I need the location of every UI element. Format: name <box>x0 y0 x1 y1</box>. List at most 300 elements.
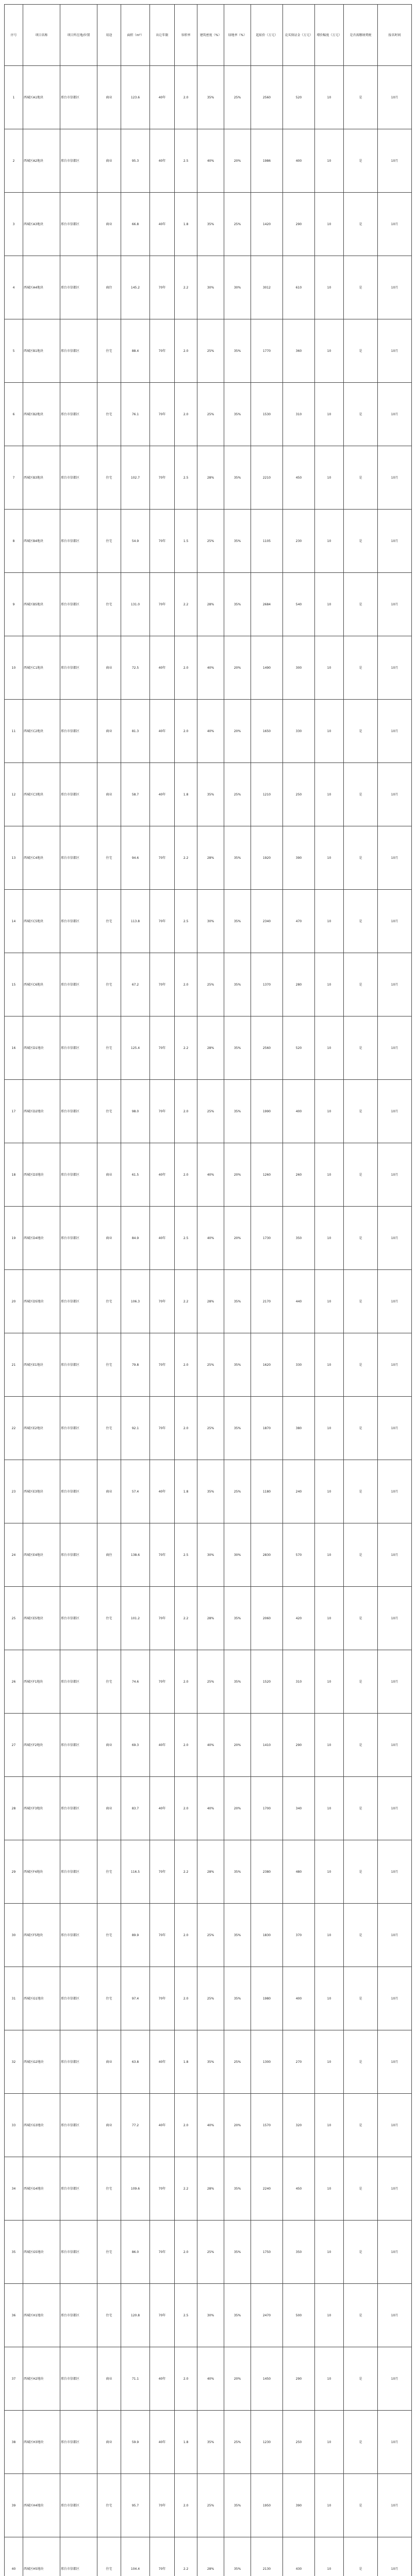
table-cell: 是 <box>344 256 378 319</box>
table-cell: 70年 <box>150 319 175 383</box>
table-cell: 10 <box>315 2157 344 2221</box>
land-auction-table <box>4 4 412 2576</box>
table-cell: 是 <box>344 193 378 256</box>
table-cell: 28% <box>197 1840 224 1904</box>
table-cell: 35% <box>224 1650 251 1714</box>
table-cell: 86.0 <box>121 2221 150 2284</box>
table-cell: 40年 <box>150 66 175 129</box>
table-cell: 16 <box>5 1016 23 1080</box>
table-row <box>5 953 412 1016</box>
table-cell: 邢台市信都区 <box>60 953 97 1016</box>
table-cell: 是 <box>344 1270 378 1333</box>
table-cell: 2.0 <box>175 1080 197 1143</box>
table-cell: 35% <box>197 2411 224 2474</box>
table-cell: 9 <box>5 573 23 636</box>
table-cell: 2.0 <box>175 1967 197 2030</box>
table-cell: 西城区F1地块 <box>23 1650 60 1714</box>
table-cell: 520 <box>283 66 315 129</box>
table-cell: 25% <box>197 2221 224 2284</box>
table-cell: 10月 <box>378 2537 412 2576</box>
table-cell: 邢台市信都区 <box>60 890 97 953</box>
table-cell: 35% <box>224 573 251 636</box>
table-cell: 1620 <box>251 1333 283 1397</box>
table-row <box>5 890 412 953</box>
table-cell: 390 <box>283 2474 315 2537</box>
table-cell: 25% <box>197 953 224 1016</box>
table-cell: 102.7 <box>121 446 150 510</box>
table-cell: 邢台市信都区 <box>60 1080 97 1143</box>
table-row <box>5 763 412 826</box>
table-cell: 是 <box>344 510 378 573</box>
table-cell: 10月 <box>378 1714 412 1777</box>
table-cell: 西城区C2地块 <box>23 700 60 763</box>
table-cell: 是 <box>344 700 378 763</box>
table-cell: 邢台市信都区 <box>60 826 97 890</box>
table-cell: 10月 <box>378 2094 412 2157</box>
table-cell: 1.8 <box>175 2411 197 2474</box>
table-body <box>5 66 412 2576</box>
table-cell: 1520 <box>251 1650 283 1714</box>
table-cell: 是 <box>344 2030 378 2094</box>
table-cell: 10 <box>315 2347 344 2411</box>
column-header: 项目所在地/位置 <box>60 5 97 66</box>
table-cell: 380 <box>283 1397 315 1460</box>
table-cell: 10 <box>315 1207 344 1270</box>
table-cell: 1410 <box>251 1714 283 1777</box>
table-cell: 35% <box>224 1904 251 1967</box>
table-cell: 70年 <box>150 1333 175 1397</box>
table-cell: 2060 <box>251 1587 283 1650</box>
table-row <box>5 1523 412 1587</box>
table-cell: 是 <box>344 1587 378 1650</box>
table-cell: 79.8 <box>121 1333 150 1397</box>
table-cell: 20% <box>224 1714 251 1777</box>
table-cell: 113.8 <box>121 890 150 953</box>
table-cell: 40% <box>197 2347 224 2411</box>
table-cell: 1986 <box>251 129 283 193</box>
table-cell: 70年 <box>150 826 175 890</box>
table-row <box>5 446 412 510</box>
column-header: 是否需缴纳契税 <box>344 5 378 66</box>
table-cell: 是 <box>344 319 378 383</box>
table-cell: 西城区A1地块 <box>23 66 60 129</box>
table-cell: 2.2 <box>175 2157 197 2221</box>
table-cell: 邢台市信都区 <box>60 2347 97 2411</box>
table-cell: 住宅 <box>97 953 121 1016</box>
table-cell: 邢台市信都区 <box>60 1840 97 1904</box>
table-cell: 430 <box>283 2537 315 2576</box>
column-header: 面积（m²） <box>121 5 150 66</box>
table-cell: 10 <box>315 1840 344 1904</box>
table-cell: 25% <box>197 1080 224 1143</box>
table-cell: 25% <box>197 319 224 383</box>
table-cell: 西城区E1地块 <box>23 1333 60 1397</box>
table-cell: 1180 <box>251 1460 283 1523</box>
table-cell: 西城区E4地块 <box>23 1523 60 1587</box>
table-cell: 10 <box>315 573 344 636</box>
table-cell: 300 <box>283 636 315 700</box>
table-cell: 10 <box>315 890 344 953</box>
table-cell: 10月 <box>378 953 412 1016</box>
table-cell: 10月 <box>378 1840 412 1904</box>
table-cell: 10月 <box>378 1523 412 1587</box>
table-cell: 西城区C3地块 <box>23 763 60 826</box>
table-cell: 10 <box>315 953 344 1016</box>
table-row <box>5 1143 412 1207</box>
table-cell: 住宅 <box>97 2284 121 2347</box>
table-cell: 2.0 <box>175 2094 197 2157</box>
table-cell: 是 <box>344 2094 378 2157</box>
table-cell: 70年 <box>150 1840 175 1904</box>
table-cell: 商业 <box>97 66 121 129</box>
table-cell: 10 <box>315 1777 344 1840</box>
table-cell: 125.4 <box>121 1016 150 1080</box>
table-cell: 10月 <box>378 1967 412 2030</box>
table-cell: 住宅 <box>97 1967 121 2030</box>
table-cell: 邢台市信都区 <box>60 2221 97 2284</box>
table-cell: 35% <box>224 826 251 890</box>
table-cell: 350 <box>283 2221 315 2284</box>
table-cell: 40% <box>197 1714 224 1777</box>
table-cell: 邢台市信都区 <box>60 510 97 573</box>
table-cell: 350 <box>283 1207 315 1270</box>
table-cell: 邢台市信都区 <box>60 1967 97 2030</box>
table-cell: 19 <box>5 1207 23 1270</box>
table-cell: 邢台市信都区 <box>60 1650 97 1714</box>
table-cell: 250 <box>283 763 315 826</box>
table-cell: 70年 <box>150 1587 175 1650</box>
table-cell: 116.5 <box>121 1840 150 1904</box>
table-cell: 25% <box>197 383 224 446</box>
table-cell: 住宅 <box>97 446 121 510</box>
table-cell: 360 <box>283 319 315 383</box>
table-cell: 西城区B4地块 <box>23 510 60 573</box>
table-cell: 2.0 <box>175 2474 197 2537</box>
table-cell: 28% <box>197 2537 224 2576</box>
column-header: 报名时间 <box>378 5 412 66</box>
table-cell: 是 <box>344 1840 378 1904</box>
table-cell: 40年 <box>150 2030 175 2094</box>
table-cell: 10月 <box>378 1904 412 1967</box>
table-cell: 35% <box>224 2157 251 2221</box>
table-cell: 2.2 <box>175 1016 197 1080</box>
land-auction-table-container <box>4 4 411 2576</box>
table-cell: 2.2 <box>175 1270 197 1333</box>
table-cell: 10月 <box>378 1397 412 1460</box>
table-cell: 35% <box>224 890 251 953</box>
table-cell: 70年 <box>150 2221 175 2284</box>
table-cell: 住宅 <box>97 2474 121 2537</box>
table-cell: 2.5 <box>175 446 197 510</box>
table-cell: 是 <box>344 1523 378 1587</box>
table-cell: 邢台市信都区 <box>60 1714 97 1777</box>
table-cell: 西城区F2地块 <box>23 1714 60 1777</box>
table-cell: 邢台市信都区 <box>60 383 97 446</box>
table-cell: 是 <box>344 446 378 510</box>
column-header: 增价幅度（万元） <box>315 5 344 66</box>
table-cell: 西城区D4地块 <box>23 1207 60 1270</box>
table-cell: 西城区G3地块 <box>23 2094 60 2157</box>
table-row <box>5 573 412 636</box>
table-cell: 34 <box>5 2157 23 2221</box>
table-cell: 2.0 <box>175 1904 197 1967</box>
table-cell: 500 <box>283 2284 315 2347</box>
table-cell: 10月 <box>378 1016 412 1080</box>
table-cell: 西城区B1地块 <box>23 319 60 383</box>
table-cell: 商住 <box>97 1523 121 1587</box>
table-cell: 邢台市信都区 <box>60 256 97 319</box>
table-cell: 邢台市信都区 <box>60 1207 97 1270</box>
table-cell: 10月 <box>378 1777 412 1840</box>
table-cell: 24 <box>5 1523 23 1587</box>
table-cell: 37 <box>5 2347 23 2411</box>
table-cell: 1730 <box>251 1207 283 1270</box>
table-cell: 10 <box>5 636 23 700</box>
table-cell: 40% <box>197 1143 224 1207</box>
table-cell: 40年 <box>150 2094 175 2157</box>
table-cell: 40年 <box>150 129 175 193</box>
table-cell: 35% <box>197 1460 224 1523</box>
table-cell: 10月 <box>378 700 412 763</box>
table-cell: 10 <box>315 256 344 319</box>
table-cell: 邢台市信都区 <box>60 763 97 826</box>
table-cell: 1870 <box>251 1397 283 1460</box>
table-cell: 10月 <box>378 1650 412 1714</box>
table-cell: 2.0 <box>175 2347 197 2411</box>
table-cell: 是 <box>344 2474 378 2537</box>
table-cell: 83.7 <box>121 1777 150 1840</box>
table-cell: 住宅 <box>97 573 121 636</box>
table-cell: 10月 <box>378 573 412 636</box>
table-cell: 97.4 <box>121 1967 150 2030</box>
table-cell: 1700 <box>251 1777 283 1840</box>
table-cell: 25% <box>197 1397 224 1460</box>
table-row <box>5 1587 412 1650</box>
table-cell: 25% <box>224 193 251 256</box>
table-cell: 住宅 <box>97 1270 121 1333</box>
table-cell: 10 <box>315 1587 344 1650</box>
table-cell: 1950 <box>251 2474 283 2537</box>
table-cell: 420 <box>283 1587 315 1650</box>
table-cell: 480 <box>283 1840 315 1904</box>
table-cell: 1650 <box>251 700 283 763</box>
table-cell: 440 <box>283 1270 315 1333</box>
table-cell: 77.2 <box>121 2094 150 2157</box>
column-header: 竞买保证金（万元） <box>283 5 315 66</box>
table-cell: 住宅 <box>97 1587 121 1650</box>
table-cell: 70年 <box>150 2474 175 2537</box>
table-cell: 38 <box>5 2411 23 2474</box>
table-cell: 54.9 <box>121 510 150 573</box>
table-cell: 2380 <box>251 1840 283 1904</box>
table-row <box>5 319 412 383</box>
table-cell: 470 <box>283 890 315 953</box>
table-cell: 是 <box>344 2411 378 2474</box>
table-cell: 住宅 <box>97 1080 121 1143</box>
table-cell: 10 <box>315 700 344 763</box>
table-cell: 10 <box>315 1523 344 1587</box>
table-cell: 70年 <box>150 1650 175 1714</box>
table-cell: 35% <box>224 446 251 510</box>
table-cell: 10 <box>315 2411 344 2474</box>
table-cell: 35% <box>197 763 224 826</box>
table-cell: 89.9 <box>121 1904 150 1967</box>
table-cell: 是 <box>344 2284 378 2347</box>
table-cell: 40% <box>197 2094 224 2157</box>
table-cell: 2.0 <box>175 1714 197 1777</box>
table-cell: 35% <box>224 1270 251 1333</box>
table-cell: 2.0 <box>175 1650 197 1714</box>
table-cell: 是 <box>344 2537 378 2576</box>
table-cell: 西城区B2地块 <box>23 383 60 446</box>
table-cell: 2.0 <box>175 66 197 129</box>
table-cell: 10 <box>315 1080 344 1143</box>
table-cell: 10月 <box>378 319 412 383</box>
table-row <box>5 2411 412 2474</box>
table-cell: 1260 <box>251 1143 283 1207</box>
table-cell: 20% <box>224 1207 251 1270</box>
table-cell: 1570 <box>251 2094 283 2157</box>
table-cell: 2.0 <box>175 1333 197 1397</box>
table-cell: 2.5 <box>175 1207 197 1270</box>
table-cell: 70年 <box>150 2157 175 2221</box>
table-cell: 西城区C1地块 <box>23 636 60 700</box>
table-cell: 20 <box>5 1270 23 1333</box>
table-cell: 1530 <box>251 383 283 446</box>
table-cell: 70年 <box>150 573 175 636</box>
table-cell: 西城区E2地块 <box>23 1397 60 1460</box>
table-cell: 商住 <box>97 256 121 319</box>
table-cell: 邢台市信都区 <box>60 1460 97 1523</box>
table-cell: 是 <box>344 383 378 446</box>
table-cell: 70年 <box>150 1904 175 1967</box>
table-row <box>5 1967 412 2030</box>
table-header-row <box>5 5 412 66</box>
table-cell: 2170 <box>251 1270 283 1333</box>
table-cell: 104.4 <box>121 2537 150 2576</box>
table-cell: 40% <box>197 129 224 193</box>
table-cell: 30% <box>224 256 251 319</box>
table-row <box>5 66 412 129</box>
table-cell: 西城区H2地块 <box>23 2347 60 2411</box>
table-cell: 10 <box>315 636 344 700</box>
table-cell: 2.0 <box>175 319 197 383</box>
table-cell: 是 <box>344 66 378 129</box>
table-cell: 1370 <box>251 953 283 1016</box>
table-cell: 12 <box>5 763 23 826</box>
table-cell: 10月 <box>378 2221 412 2284</box>
table-cell: 29 <box>5 1840 23 1904</box>
table-cell: 住宅 <box>97 2537 121 2576</box>
table-cell: 390 <box>283 826 315 890</box>
table-cell: 18 <box>5 1143 23 1207</box>
table-cell: 98.0 <box>121 1080 150 1143</box>
table-cell: 25% <box>197 1650 224 1714</box>
table-cell: 10 <box>315 1397 344 1460</box>
table-cell: 2.0 <box>175 1143 197 1207</box>
table-cell: 是 <box>344 890 378 953</box>
table-cell: 2830 <box>251 1523 283 1587</box>
table-cell: 10 <box>315 763 344 826</box>
table-cell: 10月 <box>378 826 412 890</box>
table-cell: 10月 <box>378 383 412 446</box>
table-cell: 1.8 <box>175 2030 197 2094</box>
table-cell: 28% <box>197 1270 224 1333</box>
table-cell: 40年 <box>150 1460 175 1523</box>
table-cell: 10月 <box>378 1270 412 1333</box>
table-cell: 70年 <box>150 383 175 446</box>
table-cell: 2.0 <box>175 700 197 763</box>
table-cell: 2.0 <box>175 636 197 700</box>
table-cell: 10月 <box>378 66 412 129</box>
table-cell: 10月 <box>378 1587 412 1650</box>
table-cell: 25% <box>197 1967 224 2030</box>
table-cell: 住宅 <box>97 1650 121 1714</box>
table-cell: 32 <box>5 2030 23 2094</box>
table-cell: 西城区F4地块 <box>23 1840 60 1904</box>
table-cell: 2.2 <box>175 2537 197 2576</box>
table-row <box>5 1333 412 1397</box>
table-cell: 40% <box>197 700 224 763</box>
table-cell: 商业 <box>97 1777 121 1840</box>
table-cell: 95.7 <box>121 2474 150 2537</box>
table-cell: 23 <box>5 1460 23 1523</box>
table-cell: 邢台市信都区 <box>60 193 97 256</box>
table-cell: 35% <box>197 66 224 129</box>
table-cell: 是 <box>344 1143 378 1207</box>
table-row <box>5 1714 412 1777</box>
table-cell: 1.8 <box>175 1460 197 1523</box>
table-row <box>5 2537 412 2576</box>
table-cell: 10月 <box>378 1080 412 1143</box>
table-cell: 邢台市信都区 <box>60 129 97 193</box>
table-cell: 5 <box>5 319 23 383</box>
table-cell: 西城区C4地块 <box>23 826 60 890</box>
table-cell: 10 <box>315 1714 344 1777</box>
table-cell: 94.6 <box>121 826 150 890</box>
table-cell: 商业 <box>97 1460 121 1523</box>
table-row <box>5 826 412 890</box>
table-cell: 30% <box>197 2284 224 2347</box>
table-cell: 是 <box>344 1397 378 1460</box>
table-cell: 邢台市信都区 <box>60 446 97 510</box>
table-cell: 1450 <box>251 2347 283 2411</box>
table-row <box>5 2157 412 2221</box>
table-cell: 西城区G1地块 <box>23 1967 60 2030</box>
table-cell: 35% <box>224 510 251 573</box>
table-cell: 70年 <box>150 510 175 573</box>
table-cell: 是 <box>344 1967 378 2030</box>
table-cell: 10 <box>315 2221 344 2284</box>
table-cell: 40年 <box>150 636 175 700</box>
table-cell: 邢台市信都区 <box>60 1587 97 1650</box>
table-cell: 28% <box>197 446 224 510</box>
table-cell: 1.8 <box>175 193 197 256</box>
table-cell: 2.0 <box>175 2221 197 2284</box>
table-cell: 住宅 <box>97 319 121 383</box>
table-cell: 2.2 <box>175 256 197 319</box>
table-cell: 84.9 <box>121 1207 150 1270</box>
table-cell: 10月 <box>378 2284 412 2347</box>
table-cell: 邢台市信都区 <box>60 2030 97 2094</box>
table-cell: 20% <box>224 2094 251 2157</box>
table-cell: 邢台市信都区 <box>60 700 97 763</box>
table-cell: 10月 <box>378 193 412 256</box>
table-cell: 住宅 <box>97 1016 121 1080</box>
table-cell: 邢台市信都区 <box>60 636 97 700</box>
table-cell: 邢台市信都区 <box>60 319 97 383</box>
table-row <box>5 1207 412 1270</box>
